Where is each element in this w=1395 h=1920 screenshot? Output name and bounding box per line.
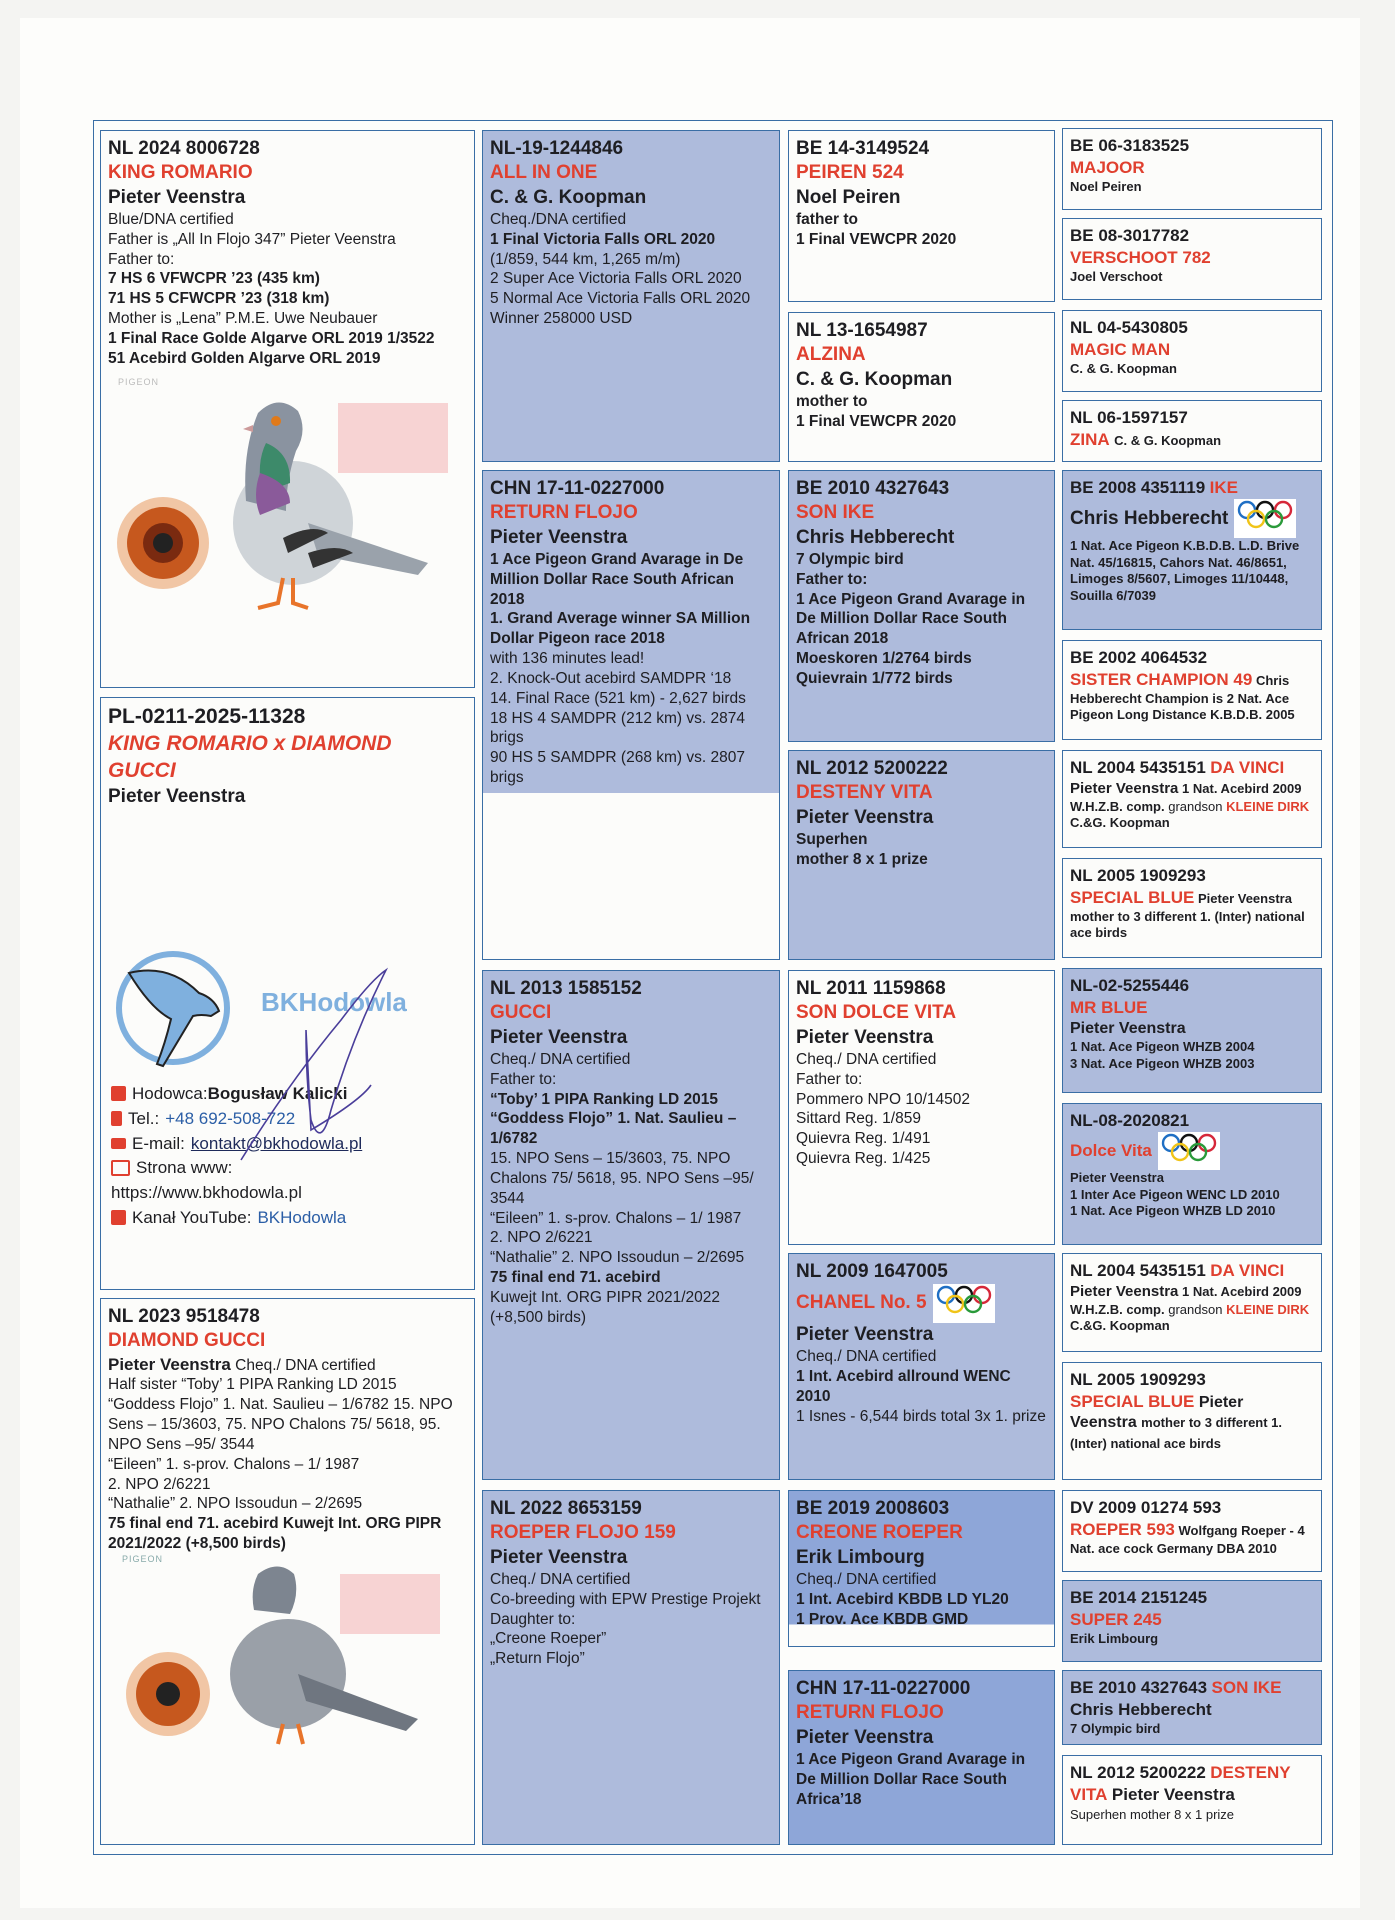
detail-lines [796, 1050, 1047, 1169]
card-son-dolce-vita [788, 970, 1055, 1245]
breeder-line [111, 1083, 466, 1105]
pigeon-name: KING ROMARIO [108, 162, 253, 184]
detail-line: Half sister “Toby’ 1 PIPA Ranking LD 2015 [108, 1376, 397, 1394]
detail-line: 71 HS 5 CFWCPR ’23 (318 km) [108, 290, 330, 308]
detail-line: (1/859, 544 km, 1,265 m/m) [490, 250, 681, 268]
detail-text: 4 Nat. ace cock Germany DBA 2010 [1070, 1522, 1305, 1556]
ring-number: NL 2004 5435151 [1070, 758, 1206, 777]
detail-line: Superhen [796, 830, 868, 848]
card-verschoot-782 [1062, 218, 1322, 300]
detail-line: 2 Super Ace Victoria Falls ORL 2020 [490, 270, 742, 288]
ring-number: PL-0211-2025-11328 [108, 705, 306, 728]
detail-line: mother 8 x 1 prize [796, 850, 928, 868]
card-special-blue-2 [1062, 1362, 1322, 1480]
detail-line: 90 HS 5 SAMDPR (268 km) vs. 2807 brigs [490, 749, 745, 787]
pigeon-name: MAJOOR [1070, 157, 1145, 177]
detail-lines [490, 1570, 772, 1669]
detail-line: Co-breeding with EPW Prestige Projekt [490, 1590, 761, 1608]
detail-line: Moeskoren 1/2764 birds [796, 650, 972, 668]
owner: Pieter Veenstra [796, 806, 934, 828]
youtube-label: Kanał YouTube: [132, 1207, 252, 1227]
email-line [111, 1133, 466, 1155]
detail-line: 1 Nat. Ace Pigeon WHZB 2004 [1070, 1038, 1255, 1054]
breeder-logo [111, 948, 451, 1068]
pigeon-name: SISTER CHAMPION 49 [1070, 669, 1253, 689]
card-peiren-524 [788, 130, 1055, 302]
detail-line: 1 Prov. Ace KBDB GMD [796, 1610, 969, 1628]
card-return-flojo-2 [788, 1670, 1055, 1845]
card-super-245 [1062, 1580, 1322, 1662]
ring-number: NL 04-5430805 [1070, 318, 1188, 337]
detail-line: Cheq./ DNA certified [796, 1570, 937, 1588]
owner: Pieter Veenstra [1198, 890, 1292, 906]
detail-lines [796, 1347, 1047, 1426]
detail-line: Kuwejt Int. ORG PIPR 2021/2022 (+8,500 birds) [490, 1288, 721, 1326]
detail-line: “Toby’ 1 PIPA Ranking LD 2015 [490, 1090, 718, 1108]
pigeon-name: CHANEL No. 5 [796, 1292, 927, 1314]
owner: Pieter Veenstra [108, 1354, 231, 1374]
detail-line: 1 Inter Ace Pigeon WENC LD 2010 [1070, 1186, 1280, 1202]
card-desteny-vita [788, 750, 1055, 960]
detail-text: 7 Olympic bird [1070, 1721, 1161, 1737]
certification: Cheq./ DNA certified [235, 1356, 376, 1374]
detail-line: 1 Final VEWCPR 2020 [796, 230, 957, 248]
detail-text: Hebberecht Champion is 2 Nat. Ace Pigeon Long Distance K.B.D.B. 2005 [1070, 690, 1295, 723]
ring-number: NL-19-1244846 [490, 138, 624, 159]
owner: C. & G. Koopman [1114, 432, 1222, 448]
card-mr-blue [1062, 968, 1322, 1093]
pigeon-name: ALZINA [796, 344, 866, 366]
pigeon-illustration [108, 1554, 468, 1754]
detail-line: Daughter to: [490, 1610, 576, 1628]
owner: Noel Peiren [796, 186, 901, 208]
pigeon-name: DA VINCI [1210, 758, 1285, 777]
olympic-rings-icon [1234, 499, 1296, 537]
olympic-rings-icon [933, 1284, 995, 1322]
detail-lines [796, 1750, 1047, 1809]
detail-line: 1 Final VEWCPR 2020 [796, 412, 957, 430]
card-desteny-vita-2 [1062, 1755, 1322, 1845]
detail-line: Quievra Reg. 1/491 [796, 1130, 931, 1148]
pigeon-name: PEIREN 524 [796, 162, 904, 184]
detail-line: 1 Ace Pigeon Grand Avarage in De Million Dollar Race South African 2018 [490, 550, 744, 608]
card-majoor [1062, 128, 1322, 210]
card-creone-roeper [788, 1490, 1055, 1647]
detail-line: mother to [796, 392, 868, 410]
detail-lines [796, 392, 1047, 432]
detail-line: 2. Knock-Out acebird SAMDPR ‘18 [490, 669, 732, 687]
detail-line: Sittard Reg. 1/859 [796, 1110, 921, 1128]
www-line [111, 1157, 466, 1179]
pigeon-name: ZINA [1070, 429, 1110, 449]
tel-label: Tel.: [128, 1108, 160, 1128]
owner: Wolfgang Roeper - [1178, 1522, 1294, 1538]
detail-line: 7 Olympic bird [796, 550, 904, 568]
owner-row [1070, 499, 1314, 537]
owner: Pieter Veenstra [490, 526, 628, 548]
owner: C. & G. Koopman [490, 186, 647, 208]
www-url[interactable]: https://www.bkhodowla.pl [111, 1183, 302, 1202]
ring-number: NL 2004 5435151 [1070, 1261, 1206, 1280]
breeder-name: Bogusław Kalicki [207, 1084, 348, 1103]
detail-line: Mother is „Lena” P.M.E. Uwe Neubauer [108, 310, 378, 328]
detail-text: mother to 3 different 1. (Inter) national ace birds [1070, 1415, 1283, 1451]
card-roeper-flojo-159 [482, 1490, 780, 1845]
detail-line: Cheq./ DNA certified [490, 1570, 631, 1588]
card-son-ike [788, 470, 1055, 742]
olympic-rings-icon [1158, 1132, 1220, 1170]
detail-line: 75 final end 71. acebird [490, 1269, 661, 1287]
ring-number: NL 06-1597157 [1070, 408, 1188, 427]
pigeon-name: IKE [1209, 478, 1238, 497]
detail-line: Father is „All In Flojo 347” Pieter Veenstra [108, 230, 396, 248]
pigeon-name: KING ROMARIO x DIAMOND GUCCI [108, 731, 392, 782]
detail-text: mother to 3 different 1. (Inter) national ace birds [1070, 908, 1305, 941]
detail-lines [490, 550, 772, 788]
owner: Pieter Veenstra [796, 1323, 934, 1345]
email-link[interactable]: kontakt@bkhodowla.pl [190, 1133, 363, 1153]
card-return-flojo [482, 470, 780, 960]
owner: Pieter Veenstra [1111, 1785, 1235, 1805]
pigeon-name: SPECIAL BLUE [1070, 887, 1195, 907]
pigeon-name: SPECIAL BLUE [1070, 1391, 1195, 1411]
pigeon-illustration [108, 373, 468, 623]
youtube-line [111, 1207, 466, 1229]
owner: Chris Hebberecht [796, 526, 955, 548]
pigeon-photo [108, 1554, 467, 1754]
card-all-in-one [482, 130, 780, 462]
tel-value[interactable]: +48 692-508-722 [165, 1108, 296, 1128]
detail-line: Cheq./ DNA certified [490, 1050, 631, 1068]
email-label: E-mail: [132, 1133, 185, 1153]
envelope-icon [111, 1138, 126, 1149]
ring-number: BE 14-3149524 [796, 138, 930, 159]
phone-line [111, 1108, 466, 1130]
card-da-vinci-2 [1062, 1253, 1322, 1352]
pigeon-name: ROEPER 593 [1070, 1519, 1175, 1539]
card-dolce-vita [1062, 1103, 1322, 1245]
detail-text-2: grandson [1168, 1301, 1223, 1317]
owner: Pieter Veenstra [1070, 1283, 1179, 1301]
detail-text: 1 Nat. Acebird 2009 W.H.Z.B. comp. [1070, 781, 1302, 814]
pigeon-name: MAGIC MAN [1070, 339, 1171, 359]
card-sister-champion-49 [1062, 640, 1322, 740]
detail-lines [796, 830, 1047, 870]
detail-line: Winner 258000 USD [490, 310, 633, 328]
detail-line: 1 Nat. Ace Pigeon WHZB LD 2010 [1070, 1203, 1276, 1219]
owner: Pieter Veenstra [1070, 1019, 1186, 1037]
detail-line: Father to: [108, 250, 175, 268]
ring-number: NL-02-5255446 [1070, 976, 1190, 995]
detail-line: “Nathalie” 2. NPO Issoudun – 2/2695 [490, 1249, 745, 1267]
card-ike [1062, 470, 1322, 630]
detail-line: 75 final end 71. acebird Kuwejt Int. ORG PIPR 2021/2022 (+8,500 birds) [108, 1515, 442, 1553]
detail-line: 14. Final Race (521 km) - 2,627 birds [490, 689, 746, 707]
detail-line: Quievra Reg. 1/425 [796, 1150, 931, 1168]
detail-line: Father to: [490, 1070, 557, 1088]
detail-line: 18 HS 4 SAMDPR (212 km) vs. 2874 brigs [490, 709, 745, 747]
ring-number: BE 2010 4327643 [1070, 1678, 1208, 1697]
detail-line: Father to: [796, 1070, 863, 1088]
card-diamond-gucci [100, 1298, 475, 1845]
detail-line: “Goddess Flojo” 1. Nat. Saulieu – 1/6782 15. NPO Sens – 15/3603, 75. NPO Chalons 75/ 5618, 95. NPO Sens –95/ 3544 [108, 1396, 453, 1453]
name-row [1070, 1132, 1314, 1170]
detail-text: 1 Nat. Acebird 2009 W.H.Z.B. comp. [1070, 1284, 1302, 1317]
owner: Erik Limbourg [796, 1546, 925, 1568]
detail-line: Blue/DNA certified [108, 210, 234, 228]
detail-line: Cheq./ DNA certified [796, 1348, 937, 1366]
mailbox-icon [111, 1086, 126, 1101]
detail-line: 2. NPO 2/6221 [490, 1229, 593, 1247]
ring-number: NL 2013 1585152 [490, 978, 642, 999]
owner: Pieter Veenstra [108, 785, 246, 807]
owner: Chris Hebberecht [1070, 507, 1229, 529]
pigeon-name: SON DOLCE VITA [796, 1002, 957, 1024]
detail-line: 1. Grand Average winner SA Million Dollar Pigeon race 2018 [490, 610, 751, 648]
detail-line: Father to: [796, 570, 868, 588]
pigeon-name: DESTENY VITA [796, 782, 933, 804]
card-magic-man [1062, 310, 1322, 392]
owner: Pieter Veenstra [796, 1726, 934, 1748]
owner: Pieter Veenstra [1070, 1170, 1164, 1186]
www-label: Strona www: [136, 1158, 233, 1178]
card-youngster [100, 697, 475, 1290]
ring-number: NL-08-2020821 [1070, 1111, 1190, 1130]
ring-number: CHN 17-11-0227000 [796, 1678, 971, 1699]
detail-line: 1 Final Race Golde Algarve ORL 2019 1/3522 [108, 329, 435, 347]
ring-number: BE 08-3017782 [1070, 226, 1190, 245]
detail-line: Cheq./ DNA certified [796, 1050, 937, 1068]
detail-lines [796, 550, 1047, 689]
card-roeper-593 [1062, 1490, 1322, 1572]
detail-text-2: grandson [1168, 798, 1223, 814]
detail-line: Quievrain 1/772 birds [796, 669, 953, 687]
pigeon-name: Dolce Vita [1070, 1141, 1152, 1161]
ring-number: NL 2022 8653159 [490, 1498, 642, 1519]
pigeon-name: SON IKE [796, 502, 875, 524]
detail-lines [796, 1570, 1047, 1629]
detail-line: “Nathalie” 2. NPO Issoudun – 2/2695 [108, 1495, 363, 1513]
detail-line: 51 Acebird Golden Algarve ORL 2019 [108, 349, 381, 367]
detail-line: „Creone Roeper” [490, 1630, 607, 1648]
logo-text: BKHodowla [261, 987, 407, 1017]
card-gucci [482, 970, 780, 1480]
pigeon-name: CREONE ROEPER [796, 1522, 963, 1544]
youtube-link[interactable]: BKHodowla [257, 1207, 347, 1227]
owner: Pieter Veenstra [108, 186, 246, 208]
ring-number: BE 06-3183525 [1070, 136, 1190, 155]
owner: Pieter Veenstra [490, 1546, 628, 1568]
card-alzina [788, 312, 1055, 462]
detail-line: 1 Isnes - 6,544 birds total 3x 1. prize [796, 1407, 1046, 1425]
detail-line: 1 Ace Pigeon Grand Avarage in De Million Dollar Race South African 2018 [796, 590, 1026, 648]
pigeon-name: ALL IN ONE [490, 162, 598, 184]
detail-line: with 136 minutes lead! [490, 650, 645, 668]
hodowca-label: Hodowca: [132, 1084, 208, 1103]
detail-line: 2. NPO 2/6221 [108, 1475, 211, 1493]
ring-number: NL 2005 1909293 [1070, 1370, 1206, 1389]
card-king-romario [100, 130, 475, 688]
pigeon-photo [108, 373, 467, 623]
owner: Pieter Veenstra [1070, 780, 1179, 798]
card-da-vinci [1062, 750, 1322, 848]
pigeon-name: DIAMOND GUCCI [108, 1330, 266, 1352]
owner: Noel Peiren [1070, 178, 1142, 194]
detail-line: 1 Final Victoria Falls ORL 2020 [490, 230, 716, 248]
pigeon-name: SON IKE [1211, 1678, 1282, 1697]
owner: Erik Limbourg [1070, 1630, 1159, 1646]
detail-line: “Eileen” 1. s-prov. Chalons – 1/ 1987 [108, 1455, 360, 1473]
detail-lines [490, 210, 772, 329]
owner: Joel Verschoot [1070, 268, 1163, 284]
detail-line: 1 Ace Pigeon Grand Avarage in De Million Dollar Race South Africa’18 [796, 1750, 1026, 1808]
detail-line: father to [796, 210, 858, 228]
detail-line: “Eileen” 1. s-prov. Chalons – 1/ 1987 [490, 1209, 742, 1227]
card-chanel-no5 [788, 1253, 1055, 1480]
name-row [796, 1284, 1047, 1322]
ring-number: CHN 17-11-0227000 [490, 478, 665, 499]
laptop-icon [111, 1160, 130, 1176]
bird-logo-icon [111, 948, 241, 1068]
pigeon-logo-text: PIGEON [122, 1553, 164, 1564]
pigeon-name: SUPER 245 [1070, 1609, 1162, 1629]
ring-number: NL 2023 9518478 [108, 1306, 260, 1327]
pigeon-name: VERSCHOOT 782 [1070, 247, 1211, 267]
owner: Pieter Veenstra [1070, 1393, 1244, 1432]
ring-number: BE 2008 4351119 [1070, 478, 1206, 497]
detail-line: 3 Nat. Ace Pigeon WHZB 2003 [1070, 1055, 1255, 1071]
detail-text: Superhen mother 8 x 1 prize [1070, 1806, 1235, 1822]
phone-icon [111, 1111, 122, 1126]
sire-name: KLEINE DIRK [1226, 1301, 1310, 1317]
detail-line: 1 Int. Acebird allround WENC 2010 [796, 1367, 1011, 1405]
detail-line: 7 HS 6 VFWCPR ’23 (435 km) [108, 270, 320, 288]
clapperboard-icon [111, 1210, 126, 1225]
detail-lines [796, 210, 1047, 250]
pigeon-name: DESTENY VITA [1070, 1763, 1291, 1805]
owner: Pieter Veenstra [490, 1026, 628, 1048]
pigeon-name: DA VINCI [1210, 1261, 1285, 1280]
pigeon-name: MR BLUE [1070, 997, 1148, 1017]
pigeon-name: RETURN FLOJO [796, 1702, 944, 1724]
ring-number: BE 2019 2008603 [796, 1498, 950, 1519]
pigeon-name: GUCCI [490, 1002, 552, 1024]
ring-number: NL 2009 1647005 [796, 1261, 948, 1282]
owner: C. & G. Koopman [1070, 360, 1177, 376]
ring-number: NL 2012 5200222 [796, 758, 948, 779]
ring-number: NL 2005 1909293 [1070, 866, 1206, 885]
owner: C. & G. Koopman [796, 368, 953, 390]
contact-block [111, 1080, 466, 1232]
ring-number: NL 2012 5200222 [1070, 1763, 1206, 1782]
pigeon-name: RETURN FLOJO [490, 502, 638, 524]
owner: Chris [1255, 672, 1290, 688]
detail-line: “Goddess Flojo” 1. Nat. Saulieu – 1/6782 [490, 1110, 737, 1148]
ring-number: NL 13-1654987 [796, 320, 928, 341]
card-zina [1062, 400, 1322, 462]
owner: Pieter Veenstra [796, 1026, 934, 1048]
card-special-blue [1062, 858, 1322, 958]
detail-lines [490, 1050, 772, 1328]
detail-line: 1 Int. Acebird KBDB LD YL20 [796, 1590, 1009, 1608]
ring-number: BE 2014 2151245 [1070, 1588, 1208, 1607]
owner: Chris Hebberecht [1070, 1700, 1212, 1720]
detail-line: Pommero NPO 10/14502 [796, 1090, 971, 1108]
sire-owner: C.&G. Koopman [1070, 815, 1170, 831]
sire-owner: C.&G. Koopman [1070, 1318, 1170, 1334]
card-son-ike-2 [1062, 1670, 1322, 1745]
pigeon-logo-text: PIGEON [118, 376, 160, 387]
detail-line: „Return Flojo” [490, 1650, 585, 1668]
ring-number: BE 2002 4064532 [1070, 648, 1208, 667]
ring-number: NL 2024 8006728 [108, 138, 260, 159]
detail-text: 1 Nat. Ace Pigeon K.B.D.B. L.D. Brive Nat. 45/16815, Cahors Nat. 46/8651, Limoges 8/5607, Limoges 11/10448, Souilla 6/7039 [1070, 537, 1300, 603]
ring-number: DV 2009 01274 593 [1070, 1498, 1222, 1517]
detail-line: 15. NPO Sens – 15/3603, 75. NPO Chalons 75/ 5618, 95. NPO Sens –95/ 3544 [490, 1150, 754, 1207]
ring-number: BE 2010 4327643 [796, 478, 950, 499]
ring-number: NL 2011 1159868 [796, 978, 946, 999]
sire-name: KLEINE DIRK [1226, 798, 1310, 814]
pigeon-name: ROEPER FLOJO 159 [490, 1522, 676, 1544]
detail-line: Cheq./DNA certified [490, 210, 627, 228]
detail-line: 5 Normal Ace Victoria Falls ORL 2020 [490, 290, 751, 308]
